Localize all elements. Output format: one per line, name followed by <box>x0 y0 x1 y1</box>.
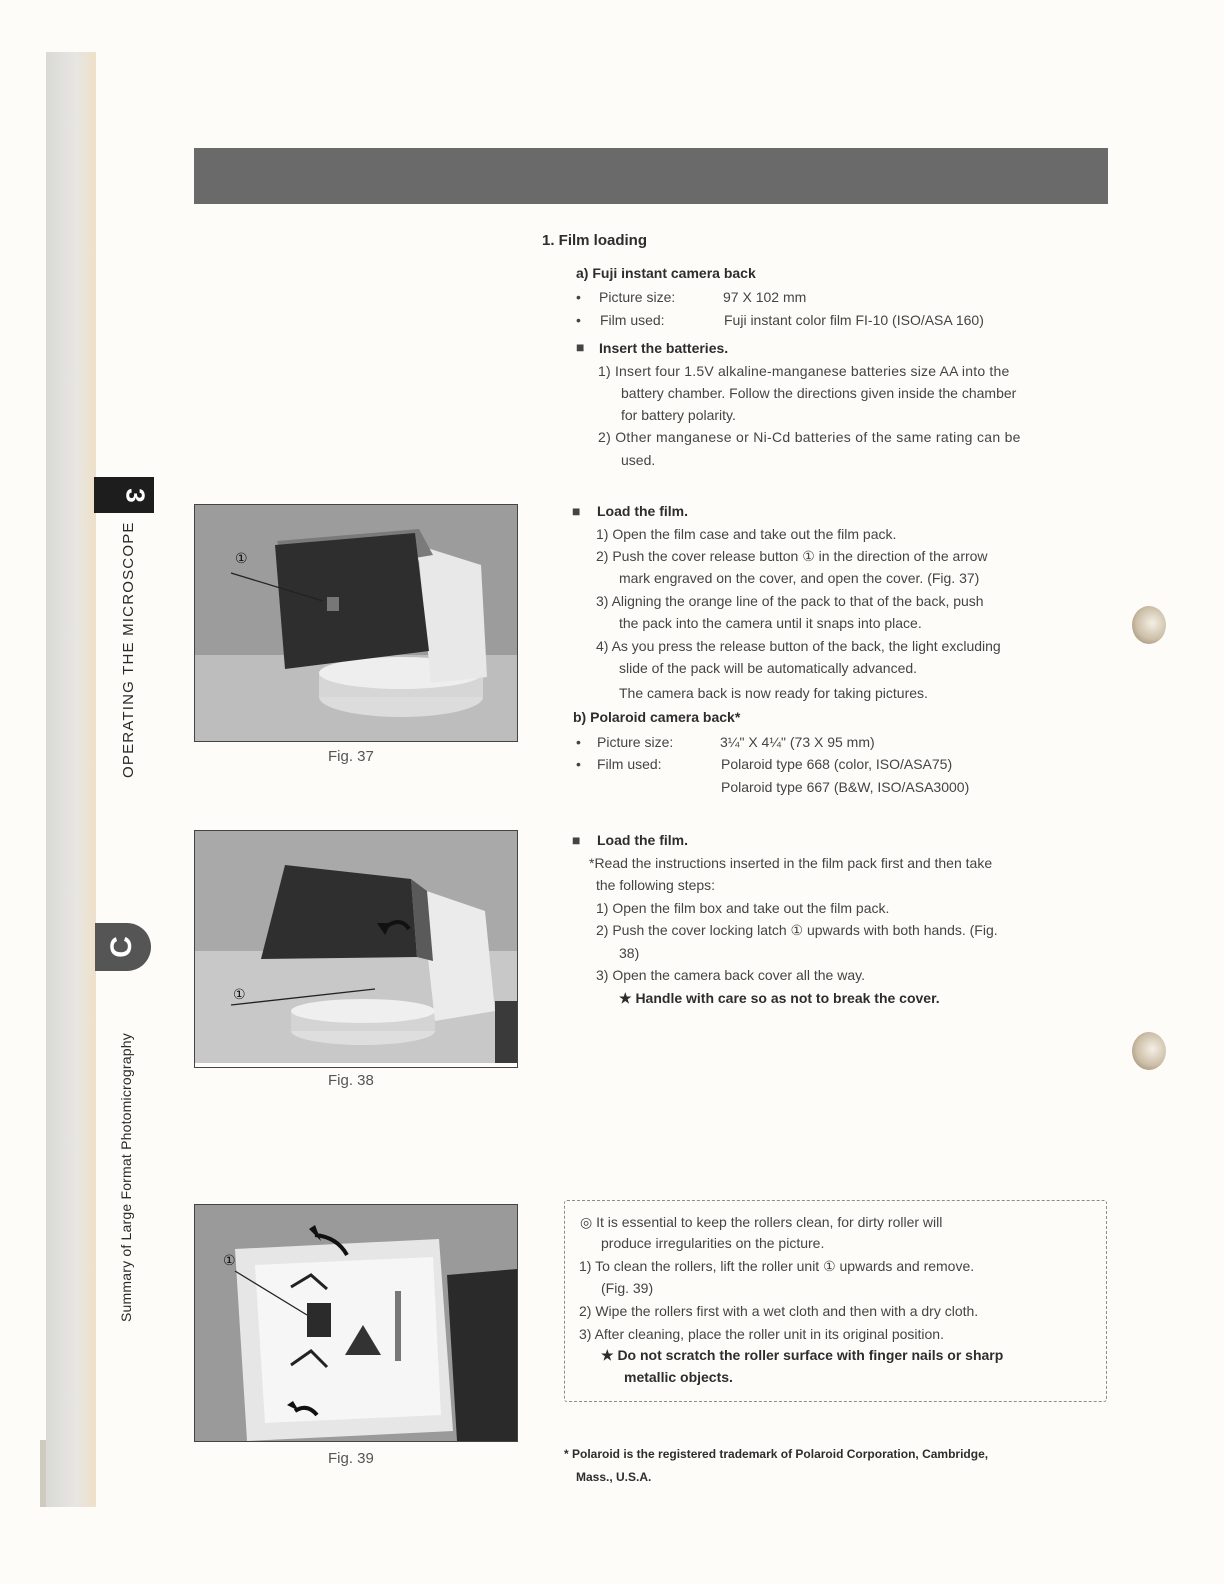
section-heading: 1. Film loading <box>542 232 648 249</box>
fuji-load-step-4-cont: slide of the pack will be automatically advanced. <box>619 660 918 676</box>
fuji-load-title: Load the film. <box>597 503 688 519</box>
figure-39-caption: Fig. 39 <box>328 1450 374 1467</box>
polaroid-step-3: 3) Open the camera back cover all the way. <box>596 967 865 983</box>
polaroid-film-type-668: Polaroid type 668 (color, ISO/ASA75) <box>721 756 953 772</box>
side-strip <box>46 52 96 1507</box>
fuji-picture-size-value: 97 X 102 mm <box>723 289 807 305</box>
roller-note-caution-cont: metallic objects. <box>624 1369 733 1385</box>
polaroid-bullet: • <box>576 756 581 772</box>
fuji-picture-size-label: Picture size: <box>599 289 676 305</box>
figure-37-marker: ① <box>235 551 248 567</box>
fuji-load-step-2: 2) Push the cover release button ① in the direction of the arrow <box>596 548 988 564</box>
figure-38-marker: ① <box>233 987 246 1003</box>
batteries-title: Insert the batteries. <box>599 340 729 356</box>
batteries-step-1-cont: for battery polarity. <box>621 407 736 423</box>
roller-note-step-1-cont: (Fig. 39) <box>601 1280 654 1296</box>
fuji-load-step-2-cont: mark engraved on the cover, and open the cover. (Fig. 37) <box>619 570 980 586</box>
polaroid-read-first-cont: the following steps: <box>596 877 716 893</box>
roller-note-caution: ★ Do not scratch the roller surface with finger nails or sharp <box>601 1347 1004 1363</box>
footnote: * Polaroid is the registered trademark of Polaroid Corporation, Cambridge, <box>564 1447 989 1461</box>
section-letter: C <box>104 936 138 958</box>
polaroid-step-2-cont: 38) <box>619 945 640 961</box>
chapter-tab <box>94 477 154 513</box>
fuji-load-step-3-cont: the pack into the camera until it snaps into place. <box>619 615 922 631</box>
fuji-film-used-value: Fuji instant color film FI-10 (ISO/ASA 160) <box>724 312 984 328</box>
roller-note-step-1: 1) To clean the rollers, lift the roller unit ① upwards and remove. <box>579 1258 975 1274</box>
fuji-load-step-3: 3) Aligning the orange line of the pack to that of the back, push <box>596 593 984 609</box>
roller-note-step-2: 2) Wipe the rollers first with a wet cloth and then with a dry cloth. <box>579 1303 979 1319</box>
polaroid-picture-size-value: 3¼" X 4¼" (73 X 95 mm) <box>720 734 875 750</box>
batteries-step-2: 2) Other manganese or Ni-Cd batteries of the same rating can be <box>598 429 1021 445</box>
figure-38-photo <box>194 830 518 1068</box>
roller-note-intro: ◎ It is essential to keep the rollers clean, for dirty roller will <box>580 1214 943 1230</box>
polaroid-step-1: 1) Open the film box and take out the film pack. <box>596 900 890 916</box>
batteries-step-1: 1) Insert four 1.5V alkaline-manganese batteries size AA into the <box>598 363 1010 379</box>
fuji-ready-note: The camera back is now ready for taking pictures. <box>619 685 928 701</box>
figure-38-caption: Fig. 38 <box>328 1072 374 1089</box>
roller-note-intro-cont: produce irregularities on the picture. <box>601 1235 825 1251</box>
footnote-cont: Mass., U.S.A. <box>576 1470 652 1484</box>
batteries-step-2-cont: used. <box>621 452 656 468</box>
square-bullet: ■ <box>576 339 585 355</box>
binder-hole <box>1132 1032 1166 1070</box>
chapter-title: OPERATING THE MICROSCOPE <box>120 521 137 778</box>
polaroid-read-first: *Read the instructions inserted in the film pack first and then take <box>589 855 993 871</box>
fuji-bullet: • <box>576 289 581 305</box>
figure-39-marker: ① <box>223 1253 236 1269</box>
section-tab <box>95 923 151 971</box>
polaroid-step-2: 2) Push the cover locking latch ① upwards with both hands. (Fig. <box>596 922 998 938</box>
roller-note-step-3: 3) After cleaning, place the roller unit in its original position. <box>579 1326 944 1342</box>
fuji-title: a) Fuji instant camera back <box>576 265 756 281</box>
polaroid-film-used-label: Film used: <box>597 756 662 772</box>
fuji-film-used-label: Film used: <box>600 312 665 328</box>
polaroid-bullet: • <box>576 734 581 750</box>
header-bar <box>194 148 1108 204</box>
polaroid-picture-size-label: Picture size: <box>597 734 674 750</box>
fuji-load-step-1: 1) Open the film case and take out the film pack. <box>596 526 897 542</box>
strip-edge <box>40 1440 46 1507</box>
batteries-step-1-cont: battery chamber. Follow the directions given inside the chamber <box>621 385 1017 401</box>
figure-37-photo <box>194 504 518 742</box>
polaroid-caution: ★ Handle with care so as not to break the cover. <box>619 990 940 1006</box>
polaroid-load-title: Load the film. <box>597 832 688 848</box>
chapter-number: 3 <box>120 488 151 503</box>
figure-39-photo <box>194 1204 518 1442</box>
polaroid-title: b) Polaroid camera back* <box>573 709 741 725</box>
binder-hole <box>1132 606 1166 644</box>
fuji-bullet: • <box>576 312 581 328</box>
square-bullet: ■ <box>572 832 581 848</box>
fuji-load-step-4: 4) As you press the release button of the back, the light excluding <box>596 638 1001 654</box>
square-bullet: ■ <box>572 503 581 519</box>
figure-37-caption: Fig. 37 <box>328 748 374 765</box>
section-title: Summary of Large Format Photomicrography <box>118 1033 134 1322</box>
polaroid-film-type-667: Polaroid type 667 (B&W, ISO/ASA3000) <box>721 779 970 795</box>
